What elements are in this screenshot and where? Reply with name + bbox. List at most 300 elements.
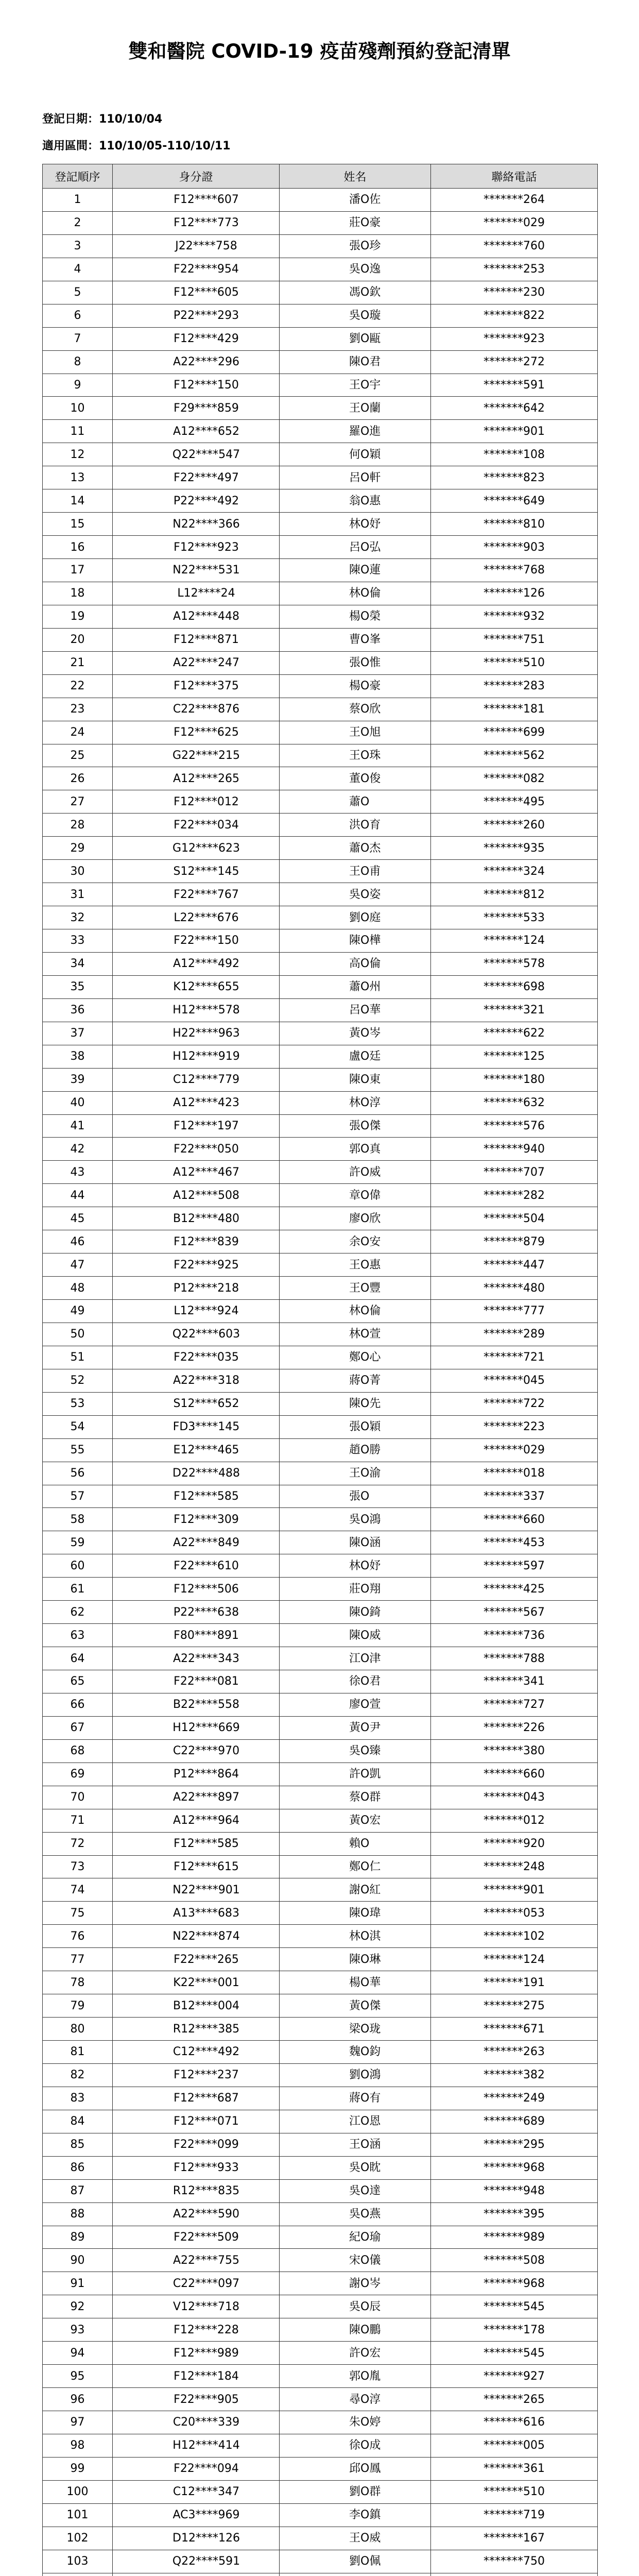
cell-order: 96: [43, 2388, 113, 2411]
cell-name: 許O宏: [280, 2342, 431, 2365]
cell-id: G22****215: [113, 744, 280, 767]
table-row: [43, 2087, 598, 2110]
cell-id: E12****465: [113, 1438, 280, 1462]
cell-id: F22****050: [113, 1138, 280, 1161]
cell-name: 余O安: [280, 1230, 431, 1253]
table-row: [43, 1392, 598, 1415]
cell-name: 呂O弘: [280, 536, 431, 559]
cell-id: F12****197: [113, 1114, 280, 1138]
cell-name: 吳O逸: [280, 258, 431, 281]
cell-phone: *******341: [431, 1670, 598, 1693]
cell-id: L22****676: [113, 906, 280, 929]
cell-name: 王O威: [280, 2527, 431, 2550]
table-body: [43, 189, 598, 2576]
cell-phone: *******382: [431, 2063, 598, 2087]
table-row: [43, 258, 598, 281]
cell-phone: *******102: [431, 1925, 598, 1948]
table-row: [43, 327, 598, 350]
cell-phone: *******920: [431, 1832, 598, 1855]
cell-order: 86: [43, 2156, 113, 2179]
cell-order: 14: [43, 489, 113, 513]
cell-order: 60: [43, 1554, 113, 1578]
registration-date: 登記日期：110/10/04: [42, 113, 163, 126]
cell-phone: *******248: [431, 1855, 598, 1878]
table-row: [43, 1670, 598, 1693]
cell-id: B12****480: [113, 1207, 280, 1230]
table-row: [43, 998, 598, 1022]
cell-name: 徐O君: [280, 1670, 431, 1693]
table-row: [43, 2503, 598, 2527]
table-row: [43, 1902, 598, 1925]
cell-phone: *******263: [431, 2041, 598, 2064]
cell-id: F22****925: [113, 1253, 280, 1277]
cell-name: 鄭O仁: [280, 1855, 431, 1878]
cell-order: 65: [43, 1670, 113, 1693]
cell-order: 75: [43, 1902, 113, 1925]
table-row: [43, 744, 598, 767]
cell-phone: *******425: [431, 1578, 598, 1601]
cell-name: 林O淇: [280, 1925, 431, 1948]
cell-phone: *******660: [431, 1508, 598, 1531]
table-row: [43, 281, 598, 304]
table-row: [43, 2550, 598, 2573]
cell-order: 59: [43, 1531, 113, 1554]
cell-id: V12****718: [113, 2295, 280, 2318]
cell-order: 82: [43, 2063, 113, 2087]
cell-phone: *******395: [431, 2202, 598, 2226]
table-row: [43, 1925, 598, 1948]
cell-order: 63: [43, 1624, 113, 1647]
table-row: [43, 651, 598, 674]
cell-order: 88: [43, 2202, 113, 2226]
cell-order: 16: [43, 536, 113, 559]
cell-id: A22****296: [113, 350, 280, 374]
cell-phone: *******283: [431, 674, 598, 698]
cell-phone: *******533: [431, 906, 598, 929]
cell-name: 蔡O群: [280, 1786, 431, 1809]
cell-name: 吳O眈: [280, 2156, 431, 2179]
cell-phone: *******321: [431, 998, 598, 1022]
cell-id: G12****623: [113, 837, 280, 860]
cell-order: 5: [43, 281, 113, 304]
cell-id: A22****343: [113, 1647, 280, 1670]
cell-id: F22****954: [113, 258, 280, 281]
cell-id: C22****970: [113, 1739, 280, 1762]
cell-phone: *******265: [431, 2388, 598, 2411]
cell-name: 莊O翔: [280, 1578, 431, 1601]
cell-order: 42: [43, 1138, 113, 1161]
table-row: [43, 1739, 598, 1762]
cell-name: 王O豐: [280, 1277, 431, 1300]
cell-phone: *******495: [431, 790, 598, 814]
cell-order: 79: [43, 1994, 113, 2018]
cell-id: F12****071: [113, 2110, 280, 2133]
cell-order: 23: [43, 698, 113, 721]
table-row: [43, 2388, 598, 2411]
cell-phone: *******923: [431, 327, 598, 350]
cell-order: 48: [43, 1277, 113, 1300]
cell-name: 羅O進: [280, 420, 431, 443]
cell-order: 27: [43, 790, 113, 814]
cell-id: H12****414: [113, 2434, 280, 2457]
cell-id: R12****835: [113, 2179, 280, 2202]
cell-name: 林O倫: [280, 1300, 431, 1323]
cell-order: 47: [43, 1253, 113, 1277]
table-row: [43, 975, 598, 998]
table-row: [43, 1068, 598, 1091]
cell-id: F80****891: [113, 1624, 280, 1647]
table-row: [43, 2156, 598, 2179]
cell-id: A13****683: [113, 1902, 280, 1925]
registration-table: [42, 164, 598, 2576]
cell-name: 林O妤: [280, 1554, 431, 1578]
cell-name: 張O珍: [280, 234, 431, 258]
cell-order: 46: [43, 1230, 113, 1253]
cell-id: F22****905: [113, 2388, 280, 2411]
table-row: [43, 559, 598, 582]
table-row: [43, 1832, 598, 1855]
cell-id: F12****237: [113, 2063, 280, 2087]
cell-name: 蕭O杰: [280, 837, 431, 860]
table-row: [43, 2573, 598, 2576]
cell-phone: *******223: [431, 1415, 598, 1438]
cell-order: 87: [43, 2179, 113, 2202]
cell-phone: *******616: [431, 2411, 598, 2434]
cell-phone: *******968: [431, 2156, 598, 2179]
cell-phone: *******260: [431, 814, 598, 837]
cell-order: 58: [43, 1508, 113, 1531]
cell-name: 陳O涵: [280, 1531, 431, 1554]
cell-name: 郭O胤: [280, 2365, 431, 2388]
table-row: [43, 1878, 598, 1902]
cell-name: 謝O紅: [280, 1878, 431, 1902]
table-row: [43, 1601, 598, 1624]
cell-name: 林O妤: [280, 513, 431, 536]
cell-order: 49: [43, 1300, 113, 1323]
cell-name: 劉O甌: [280, 327, 431, 350]
cell-phone: *******124: [431, 1948, 598, 1971]
cell-name: 董O俊: [280, 767, 431, 790]
table-row: [43, 1809, 598, 1832]
cell-id: F22****150: [113, 929, 280, 953]
cell-id: F22****094: [113, 2457, 280, 2480]
table-row: [43, 2226, 598, 2249]
cell-name: 徐O成: [280, 2434, 431, 2457]
cell-order: 61: [43, 1578, 113, 1601]
cell-order: 8: [43, 350, 113, 374]
cell-id: N22****901: [113, 1878, 280, 1902]
cell-name: 劉O群: [280, 2480, 431, 2503]
cell-id: F12****375: [113, 674, 280, 698]
cell-phone: *******510: [431, 651, 598, 674]
cell-phone: *******750: [431, 2550, 598, 2573]
cell-id: C12****347: [113, 2480, 280, 2503]
page-title: 雙和醫院 COVID-19 疫苗殘劑預約登記清單: [128, 40, 511, 62]
cell-id: H12****919: [113, 1045, 280, 1068]
cell-phone: *******788: [431, 1647, 598, 1670]
cell-order: 41: [43, 1114, 113, 1138]
cell-order: 71: [43, 1809, 113, 1832]
cell-order: 7: [43, 327, 113, 350]
table-row: [43, 2480, 598, 2503]
cell-name: 王O惠: [280, 1253, 431, 1277]
cell-phone: *******632: [431, 1091, 598, 1114]
cell-id: H12****578: [113, 998, 280, 1022]
cell-name: 吳O辰: [280, 2295, 431, 2318]
cell-order: 32: [43, 906, 113, 929]
cell-phone: *******545: [431, 2342, 598, 2365]
table-row: [43, 767, 598, 790]
cell-order: 1: [43, 189, 113, 212]
cell-id: D22****488: [113, 1462, 280, 1485]
cell-id: F22****265: [113, 1948, 280, 1971]
cell-phone: *******226: [431, 1716, 598, 1739]
table-row: [43, 837, 598, 860]
cell-order: 3: [43, 234, 113, 258]
cell-phone: *******324: [431, 860, 598, 883]
cell-id: C12****779: [113, 1068, 280, 1091]
cell-order: 91: [43, 2272, 113, 2295]
cell-name: 呂O軒: [280, 466, 431, 489]
cell-order: 22: [43, 674, 113, 698]
cell-id: F12****506: [113, 1578, 280, 1601]
table-row: [43, 1624, 598, 1647]
cell-name: 吳O鴻: [280, 1508, 431, 1531]
cell-name: 洪O育: [280, 814, 431, 837]
table-row: [43, 860, 598, 883]
cell-name: 蕭O: [280, 790, 431, 814]
table-row: [43, 1971, 598, 1994]
cell-phone: *******989: [431, 2226, 598, 2249]
cell-phone: *******698: [431, 975, 598, 998]
cell-order: 84: [43, 2110, 113, 2133]
header-phone: 聯絡電話: [431, 164, 598, 189]
cell-phone: *******029: [431, 211, 598, 234]
cell-id: AC3****969: [113, 2503, 280, 2527]
cell-id: F12****687: [113, 2087, 280, 2110]
cell-order: 72: [43, 1832, 113, 1855]
cell-order: 24: [43, 721, 113, 744]
header-name: 姓名: [280, 164, 431, 189]
cell-id: B22****558: [113, 1693, 280, 1716]
cell-phone: *******181: [431, 698, 598, 721]
cell-id: A12****508: [113, 1184, 280, 1207]
cell-order: [43, 2573, 113, 2576]
cell-order: 53: [43, 1392, 113, 1415]
cell-phone: *******124: [431, 929, 598, 953]
table-row: [43, 906, 598, 929]
cell-order: 45: [43, 1207, 113, 1230]
table-row: [43, 189, 598, 212]
cell-order: 77: [43, 1948, 113, 1971]
table-row: [43, 304, 598, 327]
cell-id: B12****004: [113, 1994, 280, 2018]
cell-phone: *******948: [431, 2179, 598, 2202]
cell-order: 39: [43, 1068, 113, 1091]
table-row: [43, 234, 598, 258]
cell-id: H22****963: [113, 1022, 280, 1045]
cell-id: F12****607: [113, 189, 280, 212]
cell-id: F12****585: [113, 1485, 280, 1508]
cell-phone: *******903: [431, 536, 598, 559]
cell-id: S12****652: [113, 1392, 280, 1415]
cell-order: 13: [43, 466, 113, 489]
cell-order: 57: [43, 1485, 113, 1508]
cell-phone: *******719: [431, 2503, 598, 2527]
cell-id: F22****034: [113, 814, 280, 837]
cell-id: A12****467: [113, 1161, 280, 1184]
cell-phone: *******108: [431, 443, 598, 466]
cell-order: 76: [43, 1925, 113, 1948]
cell-order: 34: [43, 952, 113, 975]
table-row: [43, 674, 598, 698]
cell-order: 17: [43, 559, 113, 582]
table-row: [43, 1693, 598, 1716]
cell-name: 楊O華: [280, 1971, 431, 1994]
table-row: [43, 605, 598, 628]
table-row: [43, 1855, 598, 1878]
cell-phone: *******510: [431, 2480, 598, 2503]
cell-id: Q22****591: [113, 2550, 280, 2573]
cell-order: 73: [43, 1855, 113, 1878]
cell-phone: *******043: [431, 1786, 598, 1809]
cell-phone: *******812: [431, 883, 598, 906]
cell-name: 蔣O菁: [280, 1369, 431, 1392]
cell-order: 21: [43, 651, 113, 674]
cell-name: 馮O欽: [280, 281, 431, 304]
cell-phone: *******295: [431, 2133, 598, 2156]
cell-order: 62: [43, 1601, 113, 1624]
table-row: [43, 2041, 598, 2064]
cell-order: 43: [43, 1161, 113, 1184]
cell-id: F12****585: [113, 1832, 280, 1855]
cell-name: 蕭O州: [280, 975, 431, 998]
cell-id: A22****590: [113, 2202, 280, 2226]
cell-order: 85: [43, 2133, 113, 2156]
cell-phone: *******264: [431, 189, 598, 212]
cell-name: 翁O惠: [280, 489, 431, 513]
cell-order: 89: [43, 2226, 113, 2249]
cell-id: F12****150: [113, 374, 280, 397]
table-row: [43, 2295, 598, 2318]
cell-name: 王O甫: [280, 860, 431, 883]
cell-phone: [431, 2573, 598, 2576]
cell-id: A12****492: [113, 952, 280, 975]
cell-order: 103: [43, 2550, 113, 2573]
table-row: [43, 721, 598, 744]
cell-order: 26: [43, 767, 113, 790]
cell-phone: *******447: [431, 1253, 598, 1277]
cell-phone: *******736: [431, 1624, 598, 1647]
cell-phone: *******671: [431, 2018, 598, 2041]
cell-order: 33: [43, 929, 113, 953]
cell-order: 35: [43, 975, 113, 998]
cell-name: 曹O峯: [280, 628, 431, 651]
cell-phone: *******126: [431, 582, 598, 605]
cell-id: F12****429: [113, 327, 280, 350]
cell-phone: *******810: [431, 513, 598, 536]
table-row: [43, 420, 598, 443]
cell-phone: *******777: [431, 1300, 598, 1323]
cell-id: F22****081: [113, 1670, 280, 1693]
cell-name: 陳O君: [280, 350, 431, 374]
cell-id: H12****669: [113, 1716, 280, 1739]
cell-id: F22****497: [113, 466, 280, 489]
table-row: [43, 1762, 598, 1786]
cell-phone: *******660: [431, 1762, 598, 1786]
cell-name: 王O宇: [280, 374, 431, 397]
cell-phone: *******727: [431, 1693, 598, 1716]
cell-order: 101: [43, 2503, 113, 2527]
cell-name: 章O偉: [280, 1184, 431, 1207]
cell-id: L12****24: [113, 582, 280, 605]
cell-id: F12****625: [113, 721, 280, 744]
cell-phone: *******289: [431, 1323, 598, 1346]
cell-name: 趙O勝: [280, 1438, 431, 1462]
cell-order: 90: [43, 2249, 113, 2272]
table-row: [43, 1022, 598, 1045]
table-row: [43, 489, 598, 513]
cell-name: 朱O婷: [280, 2411, 431, 2434]
table-row: [43, 2318, 598, 2342]
cell-id: C12****492: [113, 2041, 280, 2064]
cell-name: 張O: [280, 1485, 431, 1508]
cell-name: 李O鎮: [280, 2503, 431, 2527]
table-row: [43, 1716, 598, 1739]
cell-name: 魏O鈞: [280, 2041, 431, 2064]
table-row: [43, 883, 598, 906]
cell-phone: *******578: [431, 952, 598, 975]
cell-name: 鄭O心: [280, 1346, 431, 1369]
cell-id: N22****531: [113, 559, 280, 582]
table-row: [43, 698, 598, 721]
cell-order: 19: [43, 605, 113, 628]
cell-id: F22****099: [113, 2133, 280, 2156]
table-row: [43, 2179, 598, 2202]
table-row: [43, 2063, 598, 2087]
cell-name: 郭O真: [280, 1138, 431, 1161]
cell-id: A12****423: [113, 1091, 280, 1114]
table-row: [43, 2110, 598, 2133]
table-row: [43, 350, 598, 374]
cell-id: A22****755: [113, 2249, 280, 2272]
table-header-row: [43, 164, 598, 189]
cell-order: 29: [43, 837, 113, 860]
cell-name: 張O傑: [280, 1114, 431, 1138]
cell-name: 陳O威: [280, 1624, 431, 1647]
cell-phone: *******591: [431, 374, 598, 397]
cell-phone: *******940: [431, 1138, 598, 1161]
header-id: 身分證: [113, 164, 280, 189]
cell-id: P12****864: [113, 1762, 280, 1786]
cell-id: F12****923: [113, 536, 280, 559]
cell-order: 69: [43, 1762, 113, 1786]
cell-id: N22****874: [113, 1925, 280, 1948]
cell-order: 38: [43, 1045, 113, 1068]
table-row: [43, 929, 598, 953]
cell-order: 52: [43, 1369, 113, 1392]
cell-id: A22****318: [113, 1369, 280, 1392]
cell-id: K12****655: [113, 975, 280, 998]
cell-phone: *******045: [431, 1369, 598, 1392]
cell-order: 93: [43, 2318, 113, 2342]
cell-name: 吳O璇: [280, 304, 431, 327]
cell-phone: *******699: [431, 721, 598, 744]
table-row: [43, 2411, 598, 2434]
cell-order: 83: [43, 2087, 113, 2110]
cell-id: F12****871: [113, 628, 280, 651]
cell-phone: *******082: [431, 767, 598, 790]
